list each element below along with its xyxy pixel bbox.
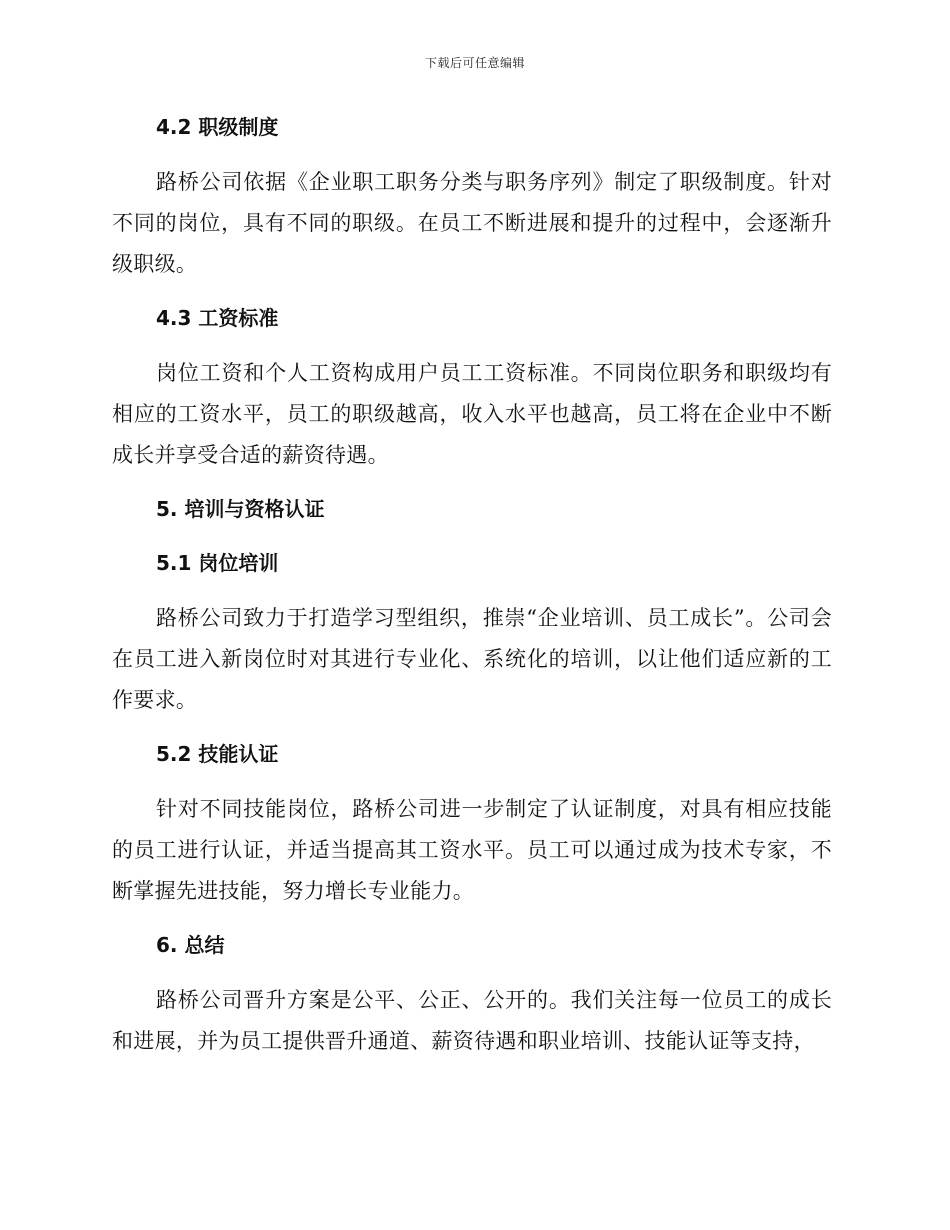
section-heading-6: 6. 总结 bbox=[156, 933, 225, 957]
section-heading-5: 5. 培训与资格认证 bbox=[156, 497, 325, 521]
section-paragraph-6: 路桥公司晋升方案是公平、公正、公开的。我们关注每一位员工的成长和进展，并为员工提供晋升通道、薪资待遇和职业培训、技能认证等支持， bbox=[112, 988, 832, 1053]
section-heading-4-3: 4.3 工资标准 bbox=[156, 306, 279, 330]
section-paragraph-5-2: 针对不同技能岗位，路桥公司进一步制定了认证制度，对具有相应技能的员工进行认证，并适当提高其工资水平。员工可以通过成为技术专家，不断掌握先进技能，努力增长专业能力。 bbox=[112, 797, 832, 903]
section-heading-4-2: 4.2 职级制度 bbox=[156, 115, 279, 139]
section-heading-5-2: 5.2 技能认证 bbox=[156, 742, 279, 766]
section-paragraph-5-1: 路桥公司致力于打造学习型组织，推崇“企业培训、员工成长”。公司会在员工进入新岗位时对其进行专业化、系统化的培训，以让他们适应新的工作要求。 bbox=[112, 606, 832, 712]
document-body bbox=[112, 108, 832, 1076]
section-paragraph-4-2: 路桥公司依据《企业职工职务分类与职务序列》制定了职级制度。针对不同的岗位，具有不同的职级。在员工不断进展和提升的过程中，会逐渐升级职级。 bbox=[112, 170, 832, 276]
section-paragraph-4-3: 岗位工资和个人工资构成用户员工工资标准。不同岗位职务和职级均有相应的工资水平，员工的职级越高，收入水平也越高，员工将在企业中不断成长并享受合适的薪资待遇。 bbox=[112, 361, 832, 467]
header-note: 下载后可任意编辑 bbox=[424, 56, 525, 70]
section-heading-5-1: 5.1 岗位培训 bbox=[156, 551, 279, 575]
